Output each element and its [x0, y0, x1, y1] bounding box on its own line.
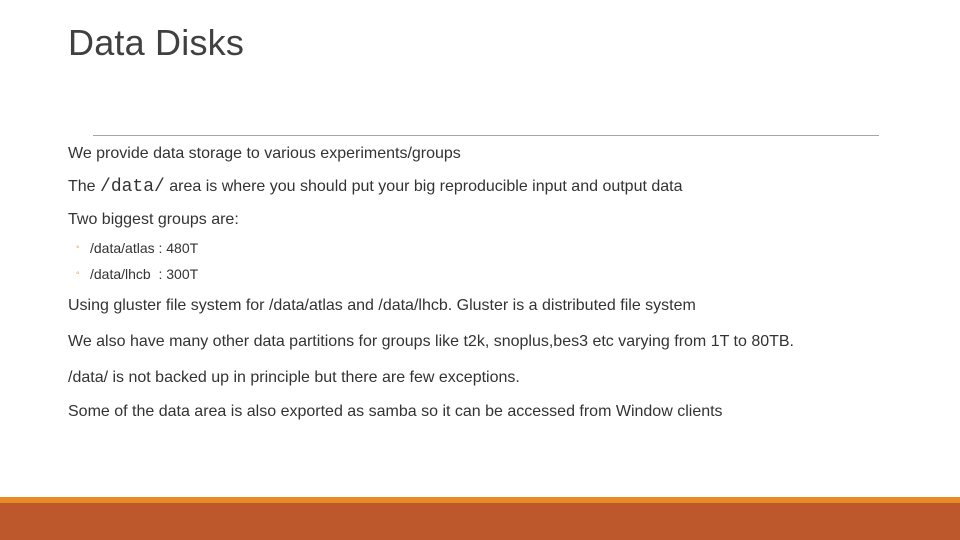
title-divider [93, 135, 879, 136]
paragraph-other-partitions: We also have many other data partitions for groups like t2k, snoplus,bes3 etc varying from 1T to 80TB. [68, 333, 794, 350]
list-item-text: /data/atlas : 480T [90, 240, 199, 256]
data-path-code: /data/ [100, 177, 165, 197]
paragraph-samba: Some of the data area is also exported as samba so it can be accessed from Window clients [68, 403, 723, 420]
bullet-circle-icon: ◦ [76, 242, 80, 253]
list-item [68, 261, 878, 287]
list-item-text: /data/lhcb : 300T [90, 266, 199, 282]
paragraph-biggest-groups: Two biggest groups are: [68, 211, 239, 228]
slide-title: Data Disks [68, 22, 245, 63]
paragraph-data-area-prefix: The [68, 178, 101, 195]
paragraph-storage-intro: We provide data storage to various experiments/groups [68, 145, 461, 162]
paragraph-data-area [68, 177, 878, 197]
list-item [68, 235, 878, 261]
slide-body [68, 144, 878, 422]
footer-band [0, 503, 960, 540]
paragraph-data-area-suffix: area is where you should put your big reproducible input and output data [164, 178, 683, 195]
paragraph-backup: /data/ is not backed up in principle but there are few exceptions. [68, 369, 520, 386]
paragraph-gluster: Using gluster file system for /data/atlas and /data/lhcb. Gluster is a distributed file system [68, 297, 696, 314]
bullet-circle-icon: ◦ [76, 268, 80, 279]
group-list [68, 235, 878, 287]
